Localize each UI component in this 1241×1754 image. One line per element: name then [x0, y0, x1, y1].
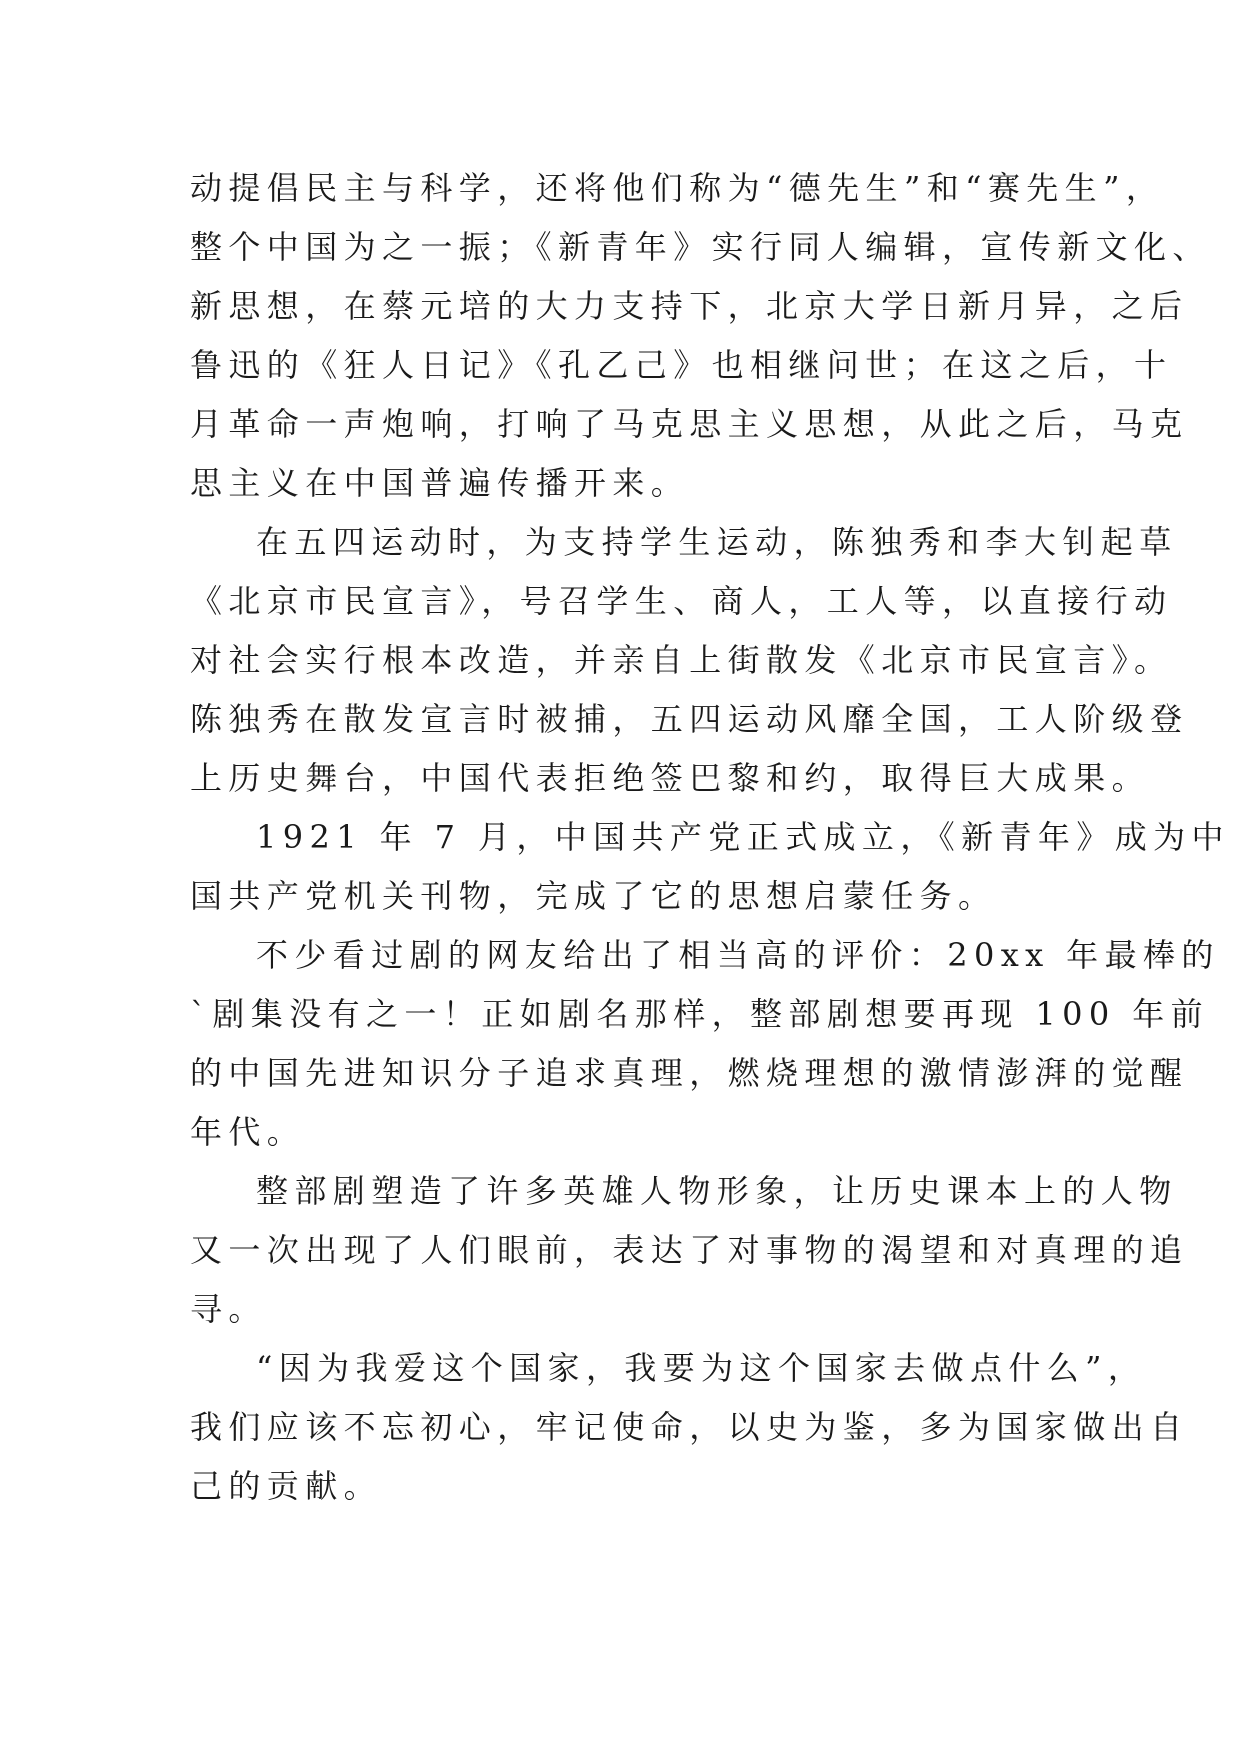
- text-line: 整部剧塑造了许多英雄人物形象，让历史课本上的人物: [256, 1172, 1178, 1210]
- text-line: 《北京市民宣言》，号召学生、商人，工人等，以直接行动: [190, 582, 1173, 620]
- text-line: 我们应该不忘初心，牢记使命，以史为鉴，多为国家做出自: [190, 1408, 1189, 1446]
- paragraph-1: [190, 159, 1211, 513]
- text-line: 月革命一声炮响，打响了马克思主义思想，从此之后，马克: [190, 405, 1189, 443]
- text-line: 又一次出现了人们眼前，表达了对事物的渴望和对真理的追: [190, 1231, 1189, 1269]
- paragraph-5: [190, 1162, 1189, 1339]
- text-line: 的中国先进知识分子追求真理，燃烧理想的激情澎湃的觉醒: [190, 1054, 1189, 1092]
- text-line: 在五四运动时，为支持学生运动，陈独秀和李大钊起草: [256, 523, 1178, 561]
- text-line: 寻。: [190, 1290, 267, 1328]
- text-line: 陈独秀在散发宣言时被捕，五四运动风靡全国，工人阶级登: [190, 700, 1189, 738]
- paragraph-6: [190, 1339, 1189, 1516]
- paragraph-4: [190, 926, 1220, 1162]
- text-line: 新思想，在蔡元培的大力支持下，北京大学日新月异，之后: [190, 287, 1189, 325]
- text-line: 己的贡献。: [190, 1467, 383, 1505]
- text-line: 年代。: [190, 1113, 306, 1151]
- paragraph-3: [190, 808, 1230, 926]
- text-line: 1921 年 7 月，中国共产党正式成立，《新青年》成为中: [256, 818, 1230, 856]
- document-body: [190, 159, 1230, 1516]
- text-line: 国共产党机关刊物，完成了它的思想启蒙任务。: [190, 877, 997, 915]
- text-line: 鲁迅的《狂人日记》《孔乙己》也相继问世；在这之后，十: [190, 346, 1173, 384]
- text-line: `剧集没有之一！正如剧名那样，整部剧想要再现 100 年前: [190, 995, 1210, 1033]
- text-line: 动提倡民主与科学，还将他们称为“德先生”和“赛先生”，: [190, 169, 1165, 207]
- text-line: 不少看过剧的网友给出了相当高的评价：20xx 年最棒的: [256, 936, 1220, 974]
- text-line: 上历史舞台，中国代表拒绝签巴黎和约，取得巨大成果。: [190, 759, 1151, 797]
- text-line: 思主义在中国普遍传播开来。: [190, 464, 690, 502]
- paragraph-2: [190, 513, 1189, 808]
- text-line: 整个中国为之一振；《新青年》实行同人编辑，宣传新文化、: [190, 228, 1211, 266]
- text-line: “因为我爱这个国家，我要为这个国家去做点什么”，: [256, 1349, 1147, 1387]
- text-line: 对社会实行根本改造，并亲自上街散发《北京市民宣言》。: [190, 641, 1173, 679]
